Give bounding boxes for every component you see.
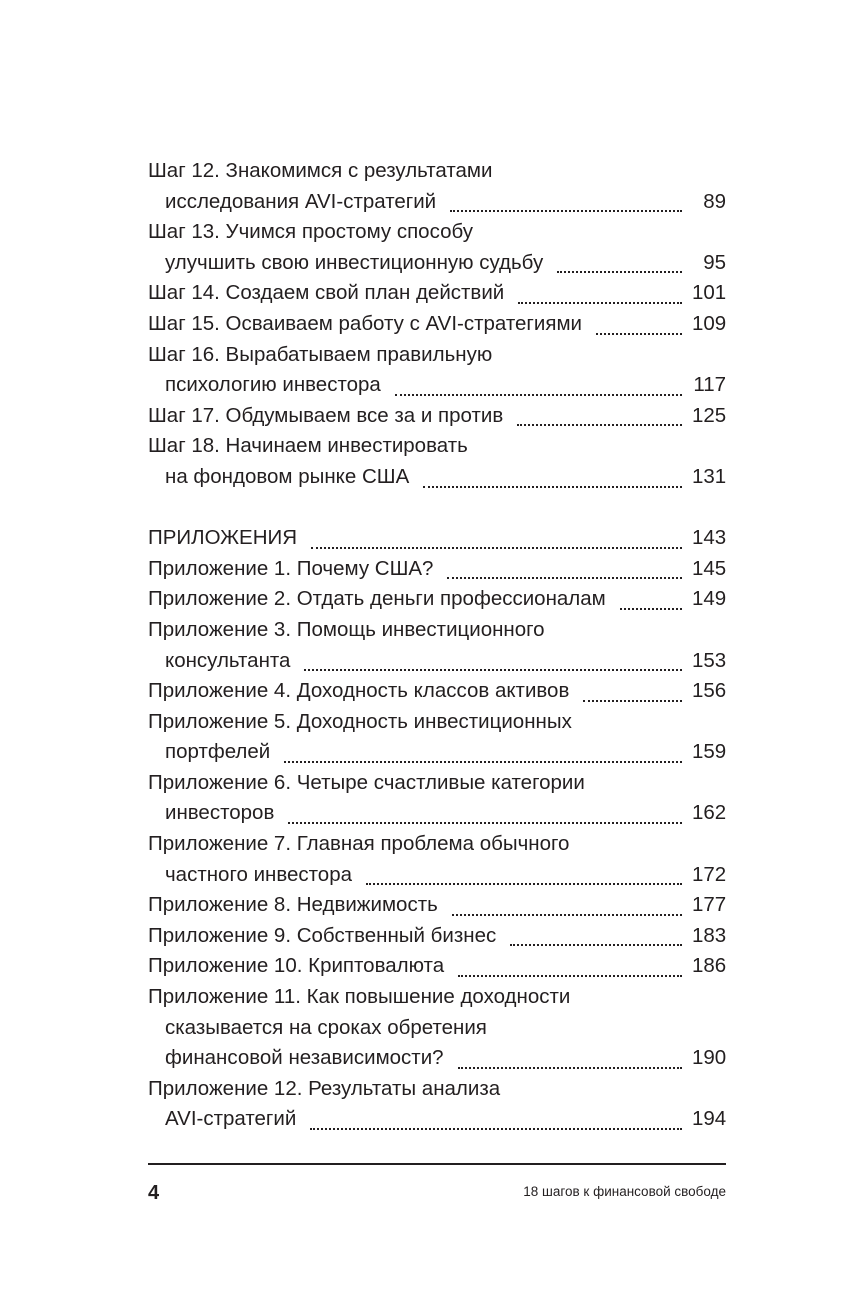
toc-entry-title: Приложение 12. Результаты анализа [148,1076,501,1100]
dot-leader [311,547,682,549]
toc-line [148,768,726,799]
toc-entry [148,156,726,217]
toc-entry-title: Шаг 16. Вырабатываем правильную [148,342,493,366]
toc-page-number: 153 [692,648,727,672]
toc-entry-title: частного инвестора [165,862,353,886]
toc-line [148,982,726,1013]
toc-entry-title: Приложение 2. Отдать деньги профессионалам [148,587,606,611]
toc-line [148,1043,726,1074]
toc-entry-title: Приложение 3. Помощь инвестиционного [148,617,545,641]
toc-page-number: 186 [692,954,727,978]
dot-leader [458,975,682,977]
toc-line [148,248,726,279]
toc-line [148,615,726,646]
page-number: 4 [148,1182,160,1204]
toc-entry [148,829,726,890]
toc-line [148,1104,726,1135]
toc-page-number: 131 [692,464,727,488]
toc-entry [148,278,726,309]
toc-page-number: 172 [692,862,727,886]
toc-entry [148,309,726,340]
toc-entry [148,890,726,921]
toc-line [148,1013,726,1044]
toc-entry-title: Шаг 15. Осваиваем работу с AVI-стратегиями [148,311,582,335]
toc-entry [148,951,726,982]
toc-line [148,798,726,829]
toc-line [148,737,726,768]
toc-line [148,676,726,707]
toc-entry-title: портфелей [165,740,271,764]
toc-page-number: 194 [692,1107,727,1131]
toc-page-number: 183 [692,923,727,947]
toc-entry-title: Шаг 12. Знакомимся с результатами [148,159,493,182]
toc-entry-title: Приложение 10. Криптовалюта [148,954,445,978]
dot-leader [310,1128,682,1130]
toc-line [148,1074,726,1105]
dot-leader [510,944,682,946]
toc-entry [148,768,726,829]
toc-entry-title: Приложение 9. Собственный бизнес [148,923,497,947]
toc-appendices-section [148,523,726,1135]
dot-leader [284,761,682,763]
toc-page-number: 162 [692,801,727,825]
toc-entry-title: Шаг 17. Обдумываем все за и против [148,403,504,427]
toc-entry [148,431,726,492]
toc-page-number: 143 [692,526,727,550]
toc-entry-title: Шаг 18. Начинаем инвестировать [148,434,468,458]
toc-line [148,340,726,371]
toc-line [148,278,726,309]
dot-leader [557,271,682,273]
dot-leader [620,608,682,610]
toc-page-number: 89 [703,189,726,213]
toc-page-number: 156 [692,679,727,703]
toc-page-number: 190 [692,1046,727,1070]
toc-entry-title: финансовой независимости? [165,1046,444,1070]
toc-page-number: 117 [693,373,726,397]
toc-line [148,921,726,952]
dot-leader [450,210,682,212]
toc-page-number: 177 [692,893,727,917]
toc-entry-title: улучшить свою инвестиционную судьбу [165,250,544,274]
toc-line [148,554,726,585]
toc-entry-title: исследования AVI-стратегий [165,189,437,213]
toc-steps-section [148,156,726,493]
toc-line [148,707,726,738]
toc-page-number: 125 [692,403,727,427]
toc-entry [148,584,726,615]
dot-leader [458,1067,682,1069]
toc-entry [148,982,726,1074]
running-title: 18 шагов к финансовой свободе [523,1184,726,1199]
toc-entry-title: сказывается на сроках обретения [165,1015,487,1039]
toc-entry [148,217,726,278]
toc-page-number: 145 [692,556,727,580]
toc-entry-title: консультанта [165,648,291,672]
toc-entry-title: Приложение 6. Четыре счастливые категории [148,770,585,794]
toc-entry [148,401,726,432]
dot-leader [452,914,682,916]
table-of-contents [148,156,726,1135]
toc-entry-title: психологию инвестора [165,373,381,397]
toc-line [148,646,726,677]
dot-leader [304,669,682,671]
dot-leader [596,333,682,335]
toc-entry [148,554,726,585]
dot-leader [395,394,682,396]
toc-line [148,217,726,248]
toc-line [148,584,726,615]
section-gap [148,493,726,524]
toc-page-number: 109 [692,311,727,335]
dot-leader [447,577,682,579]
toc-line [148,309,726,340]
toc-entry [148,1074,726,1135]
toc-entry-title: Приложение 8. Недвижимость [148,893,438,917]
toc-entry-title: Приложение 5. Доходность инвестиционных [148,709,572,733]
toc-entry-title: Приложение 4. Доходность классов активов [148,679,570,703]
toc-entry-title: Приложение 1. Почему США? [148,556,434,580]
toc-entry-title: Шаг 14. Создаем свой план действий [148,281,505,305]
dot-leader [423,486,682,488]
toc-entry [148,921,726,952]
toc-entry-title: Шаг 13. Учимся простому способу [148,220,474,244]
toc-line [148,829,726,860]
toc-page-number: 95 [703,250,726,274]
dot-leader [517,424,682,426]
dot-leader [366,883,682,885]
toc-line [148,860,726,891]
toc-entry-title: Приложение 7. Главная проблема обычного [148,832,570,856]
toc-entry [148,523,726,554]
toc-page-number: 149 [692,587,727,611]
toc-line [148,890,726,921]
toc-entry-title: на фондовом рынке США [165,464,410,488]
toc-entry-title: Приложение 11. Как повышение доходности [148,985,571,1009]
toc-page-number: 101 [692,281,727,305]
toc-entry [148,707,726,768]
toc-line [148,951,726,982]
toc-entry [148,615,726,676]
toc-entry-title: ПРИЛОЖЕНИЯ [148,526,298,550]
toc-line [148,187,726,218]
dot-leader [288,822,682,824]
toc-entry-title: инвесторов [165,801,275,825]
toc-line [148,462,726,493]
toc-entry [148,340,726,401]
dot-leader [583,700,682,702]
toc-line [148,370,726,401]
toc-page-number: 159 [692,740,727,764]
toc-line [148,156,726,187]
toc-line [148,523,726,554]
toc-line [148,401,726,432]
toc-entry-title: AVI-стратегий [165,1107,297,1131]
dot-leader [518,302,682,304]
toc-line [148,431,726,462]
toc-entry [148,676,726,707]
footer-rule [148,1163,726,1165]
